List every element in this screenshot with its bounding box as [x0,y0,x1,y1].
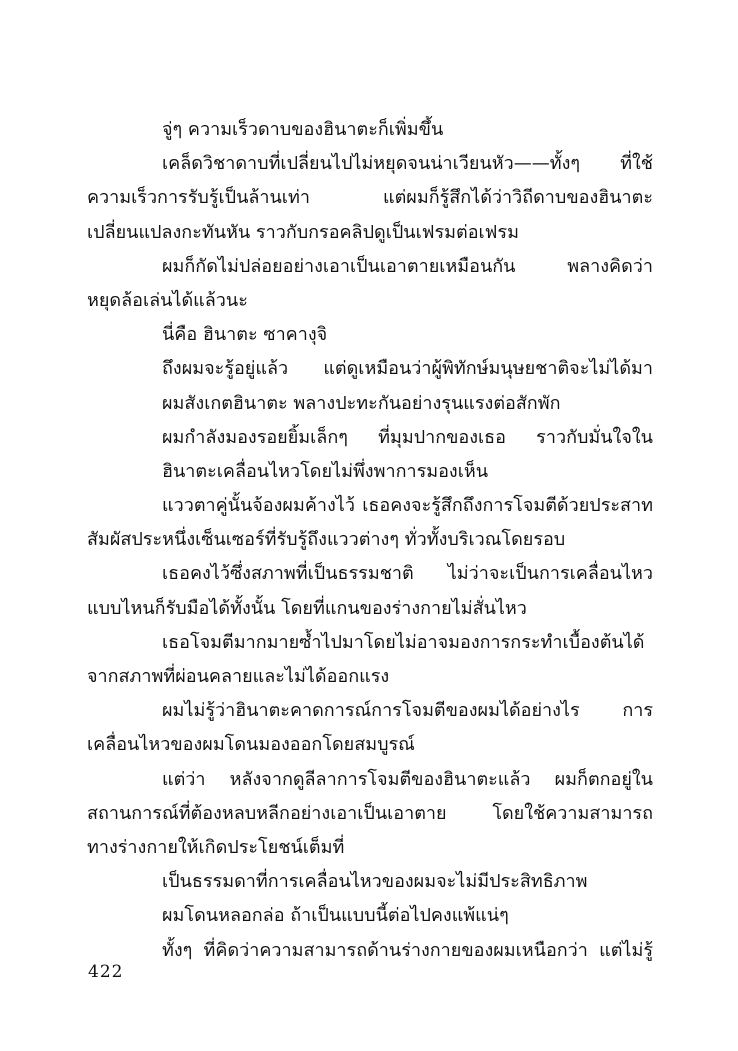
text-line: ความเร็วการรับรู้เป็นล้านเท่า แต่ผมก็รู้สึกได้ว่าวิถีดาบของฮินาตะ [87,187,653,209]
text-line: แต่ว่า หลังจากดูลีลาการโจมตีของฮินาตะแล้ว ผมก็ตกอยู่ใน [162,768,653,790]
text-line: จากสภาพที่ผ่อนคลายและไม่ได้ออกแรง [87,666,390,687]
text-line: ฮินาตะเคลื่อนไหวโดยไม่พึ่งพาการมองเห็น [162,460,489,482]
text-line: ผมไม่รู้ว่าฮินาตะคาดการณ์การโจมตีของผมได้อย่างไร การ [162,700,653,722]
text-line: เคล็ดวิชาดาบที่เปลี่ยนไปไม่หยุดจนน่าเวียนหัว——ทั้งๆ ที่ใช้ [162,153,653,175]
text-line: ถึงผมจะรู้อยู่แล้ว แต่ดูเหมือนว่าผู้พิทักษ์มนุษยชาติจะไม่ได้มา [162,358,653,380]
text-line: ผมกำลังมองรอยยิ้มเล็กๆ ที่มุมปากของเธอ ราวกับมั่นใจใน [162,426,653,448]
text-line: ผมโดนหลอกล่อ ถ้าเป็นแบบนี้ต่อไปคงแพ้แน่ๆ [162,905,509,927]
text-line: ผมสังเกตฮินาตะ พลางปะทะกันอย่างรุนแรงต่อสักพัก [162,392,561,414]
text-line: เธอโจมตีมากมายซ้ำไปมาโดยไม่อาจมองการกระทำเบื้องต้นได้ [162,631,645,653]
text-line: เคลื่อนไหวของผมโดนมองออกโดยสมบูรณ์ [87,734,415,756]
text-line: นี่คือ ฮินาตะ ซาคางุจิ [162,324,328,346]
text-line: ผมก็กัดไม่ปล่อยอย่างเอาเป็นเอาตายเหมือนกัน พลางคิดว่า [162,255,653,277]
text-line: เป็นธรรมดาที่การเคลื่อนไหวของผมจะไม่มีประสิทธิภาพ [162,871,588,893]
text-line: หยุดล้อเล่นได้แล้วนะ [87,289,248,311]
page-number: 422 [88,962,124,982]
text-line: แววตาคู่นั้นจ้องผมค้างไว้ เธอคงจะรู้สึกถึงการโจมตีด้วยประสาท [162,495,653,517]
text-line: สัมผัสประหนึ่งเซ็นเซอร์ที่รับรู้ถึงแววต่างๆ ทั่วทั้งบริเวณโดยรอบ [87,529,566,551]
text-line: แบบไหนก็รับมือได้ทั้งนั้น โดยที่แกนของร่างกายไม่สั่นไหว [87,597,527,619]
text-line: จู่ๆ ความเร็วดาบของฮินาตะก็เพิ่มขึ้น [162,119,444,140]
text-line: สถานการณ์ที่ต้องหลบหลีกอย่างเอาเป็นเอาตาย โดยใช้ความสามารถ [87,802,653,824]
text-line: เธอคงไว้ซึ่งสภาพที่เป็นธรรมชาติ ไม่ว่าจะเป็นการเคลื่อนไหว [162,563,653,585]
text-line: เปลี่ยนแปลงกะทันหัน ราวกับกรอคลิปดูเป็นเฟรมต่อเฟรม [87,221,519,243]
text-line: ทางร่างกายให้เกิดประโยชน์เต็มที่ [87,836,345,858]
body-text [87,113,653,968]
text-line: ทั้งๆ ที่คิดว่าความสามารถด้านร่างกายของผมเหนือกว่า แต่ไม่รู้ [162,939,653,961]
